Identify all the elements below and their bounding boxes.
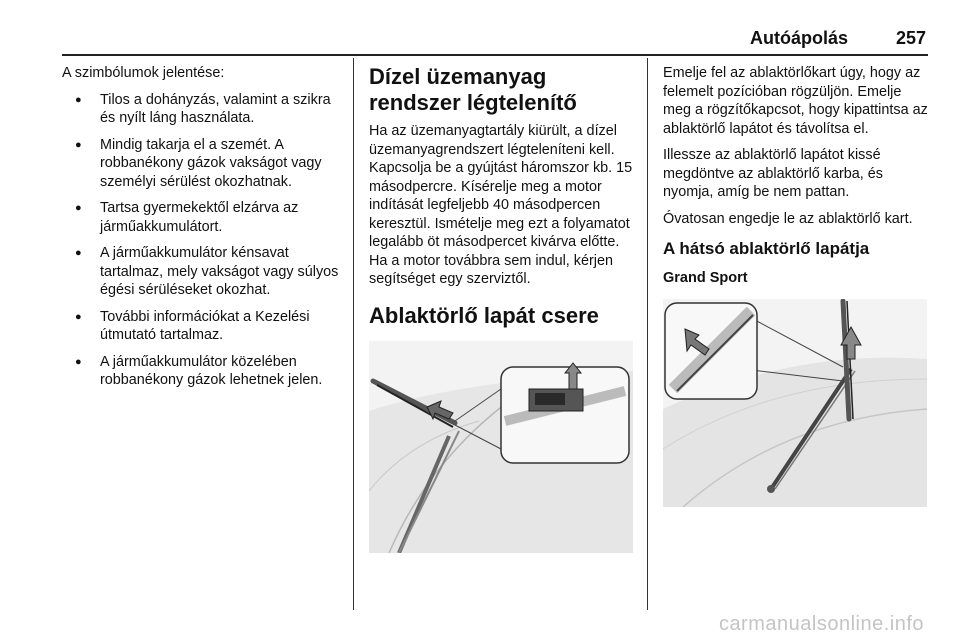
list-item: ● Tartsa gyermekektől elzárva az járműakkumulátort. — [62, 199, 342, 236]
wiper-install-text: Illessze az ablaktörlő lapátot kissé megdöntve az ablaktörlő karba, és nyomja, amíg be nem pattan. — [663, 147, 883, 200]
diesel-bleed-heading: Dízel üzemanyag rendszer légtelenítő — [369, 64, 577, 115]
symbols-list — [62, 91, 342, 390]
wiper-lower-text: Óvatosan engedje le az ablaktörlő kart. — [663, 210, 913, 227]
list-item: ● Mindig takarja el a szemét. A robbanékony gázok vakságot vagy személyi sérülést okozhatnak. — [62, 136, 342, 192]
list-item: ● Tilos a dohányzás, valamint a szikra és nyílt láng használata. — [62, 91, 342, 128]
rear-wiper-heading: A hátsó ablaktörlő lapátja — [663, 239, 870, 258]
column-2 — [369, 64, 633, 553]
list-item: ● További információkat a Kezelési útmutató tartalmaz. — [62, 308, 342, 345]
wiper-removal-text: Emelje fel az ablaktörlőkart úgy, hogy az felemelt pozícióban rögzüljön. Emelje meg a rögzítőkapcsot, hogy kipattintsa az ablaktörlő lapátot és távolítsa el. — [663, 65, 928, 137]
list-item: ● A járműakkumulátor kénsavat tartalmaz, mely vakságot vagy súlyos égési sérüléseket okozhat. — [62, 244, 342, 300]
symbols-intro: A szimbólumok jelentése: — [62, 65, 225, 81]
column-1 — [62, 64, 342, 398]
page-number: 257 — [895, 28, 926, 48]
diesel-bleed-text: Ha az üzemanyagtartály kiürült, a dízel üzemanyagrendszert légteleníteni kell. Kapcsolja be a gyújtást háromszor kb. 15 másodpercre. Kísérelje meg a motor indítását legfeljebb 40 másodpercen keresztül. Ismételje meg ezt a folyamatot legalább öt másodpercet kivárva előtte. Ha a motor továbbra sem indul, kérjen segítséget egy szerviztől. — [369, 123, 633, 287]
column-3 — [663, 64, 929, 507]
column-divider-2 — [647, 58, 648, 610]
header-rule — [62, 54, 928, 56]
wiper-replacement-heading: Ablaktörlő lapát csere — [369, 302, 599, 328]
section-title: Autóápolás — [749, 28, 848, 48]
rear-wiper-illustration — [663, 299, 927, 507]
watermark: carmanualsonline.info — [718, 613, 924, 635]
front-wiper-illustration — [369, 341, 633, 553]
column-divider-1 — [353, 58, 354, 610]
list-item: ● A járműakkumulátor közelében robbanékony gázok lehetnek jelen. — [62, 353, 342, 390]
model-subheading: Grand Sport — [663, 269, 748, 286]
